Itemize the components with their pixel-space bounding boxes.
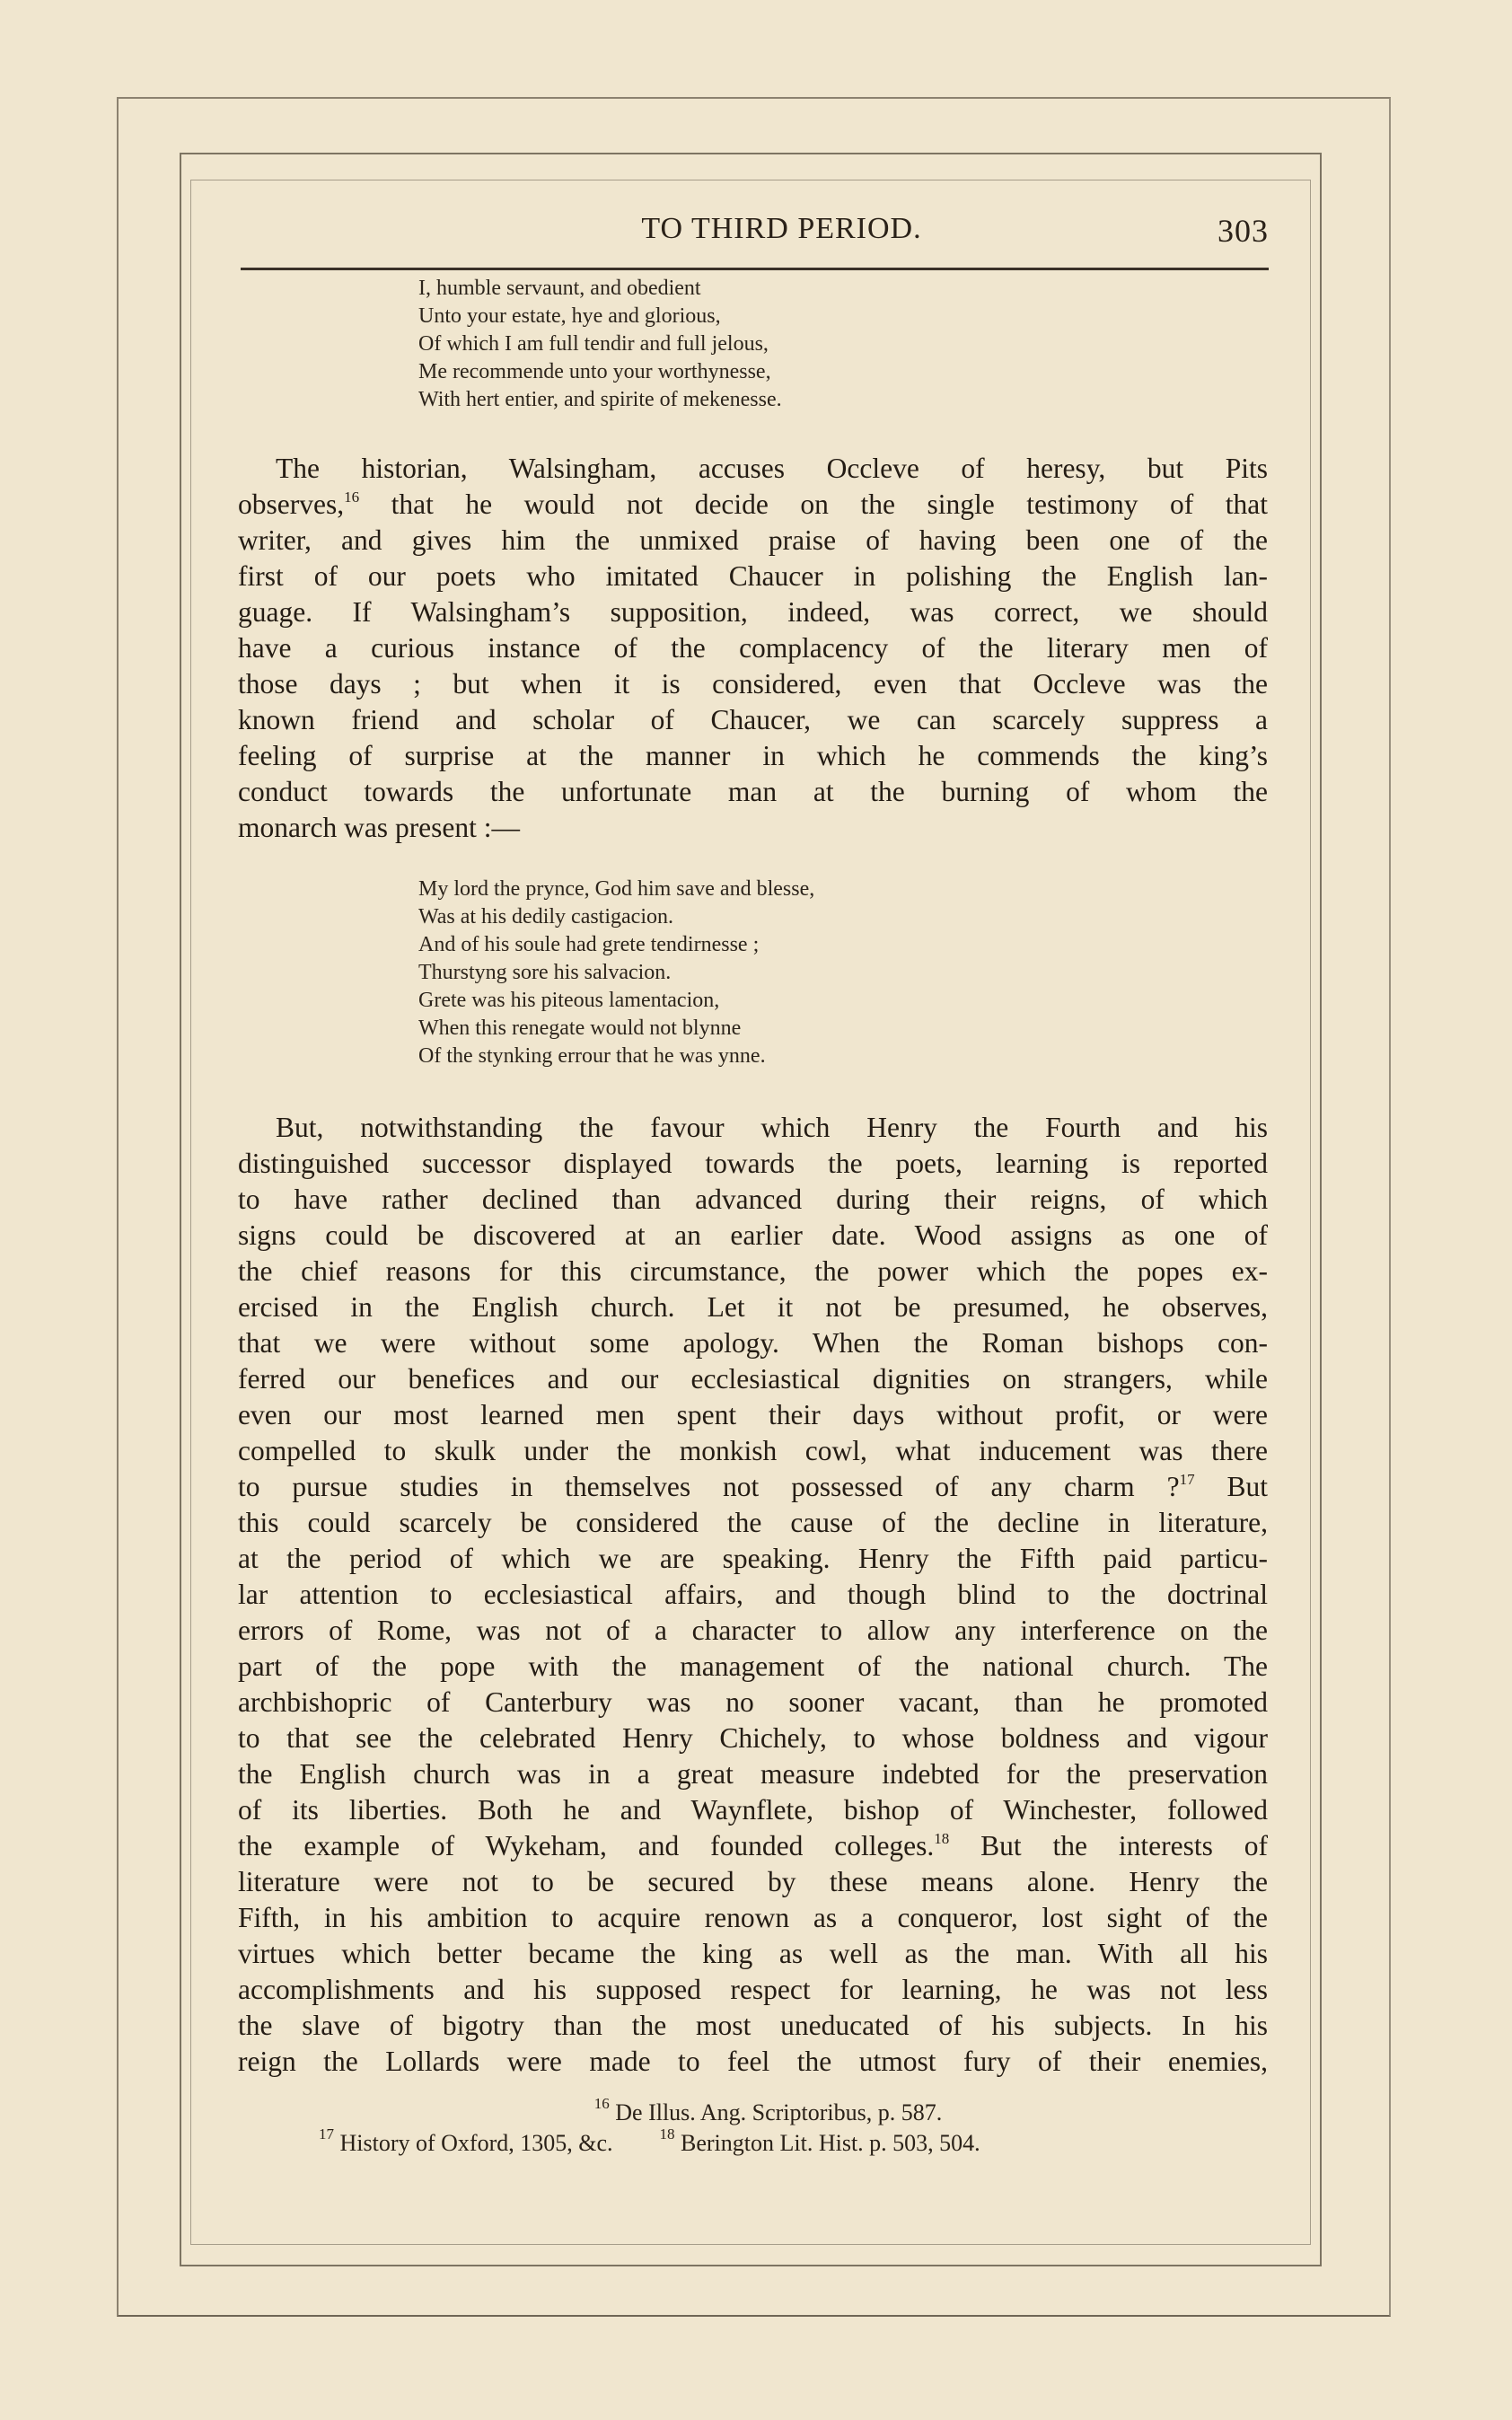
text-fragment: But [1226, 1471, 1268, 1502]
verse-line: Of the stynking errour that he was ynne. [418, 1044, 766, 1068]
footnote-16 [241, 2095, 1269, 2128]
text-fragment: But the interests of [980, 1830, 1268, 1861]
text-line: ercised in the English church. Let it not be presumed, he observes, [238, 1291, 1268, 1323]
text-line: guage. If Walsingham’s supposition, indeed, was correct, we should [238, 596, 1268, 628]
text-line: the English church was in a great measure indebted for the preservation [238, 1758, 1268, 1790]
text-line: this could scarcely be considered the cause of the decline in literature, [238, 1507, 1268, 1538]
page-number: 303 [1218, 213, 1269, 249]
verse-quotation-2 [418, 876, 814, 1070]
verse-line: I, humble servaunt, and obedient [418, 277, 701, 300]
text-line: But, notwithstanding the favour which Henry the Fourth and his [276, 1112, 1268, 1143]
text-fragment: observes, [238, 488, 345, 520]
text-line: first of our poets who imitated Chaucer in polishing the English lan- [238, 560, 1268, 592]
text-line: writer, and gives him the unmixed praise of having been one of the [238, 524, 1268, 556]
text-line: literature were not to be secured by these means alone. Henry the [238, 1866, 1268, 1897]
footnote-mark: 16 [593, 2095, 610, 2112]
verse-line: And of his soule had grete tendirnesse ; [418, 933, 760, 956]
text-line: monarch was present :— [238, 812, 521, 843]
verse-line: Of which I am full tendir and full jelous, [418, 332, 769, 356]
text-line: to have rather declined than advanced during their reigns, of which [238, 1184, 1268, 1215]
text-line [238, 1828, 1268, 1864]
text-line: The historian, Walsingham, accuses Occleve of heresy, but Pits [276, 453, 1268, 484]
note-ref-16: 16 [344, 488, 360, 506]
verse-quotation-1 [418, 275, 782, 414]
footnotes-17-18 [319, 2125, 1127, 2159]
text-line: Fifth, in his ambition to acquire renown as a conqueror, lost sight of the [238, 1902, 1268, 1933]
text-line: virtues which better became the king as well as the man. With all his [238, 1938, 1268, 1969]
text-line: distinguished successor displayed towards the poets, learning is reported [238, 1148, 1268, 1179]
verse-line: Thurstyng sore his salvacion. [418, 961, 672, 984]
note-ref-18: 18 [934, 1830, 950, 1847]
text-line: reign the Lollards were made to feel the utmost fury of their enemies, [238, 2046, 1268, 2077]
footnote-mark: 17 [319, 2125, 334, 2143]
text-line: ferred our benefices and our ecclesiastical dignities on strangers, while [238, 1363, 1268, 1395]
text-line [238, 487, 1268, 523]
text-fragment: to pursue studies in themselves not possessed of any charm ? [238, 1471, 1180, 1502]
footnote-text: History of Oxford, 1305, &c. [339, 2130, 613, 2156]
text-line: signs could be discovered at an earlier date. Wood assigns as one of [238, 1219, 1268, 1251]
text-line: part of the pope with the management of the national church. The [238, 1650, 1268, 1682]
footnote-mark: 18 [659, 2125, 675, 2143]
text-line: known friend and scholar of Chaucer, we can scarcely suppress a [238, 704, 1268, 735]
text-line: compelled to skulk under the monkish cowl, what inducement was there [238, 1435, 1268, 1466]
footnote-text: Berington Lit. Hist. p. 503, 504. [681, 2130, 980, 2156]
text-line: accomplishments and his supposed respect for learning, he was not less [238, 1974, 1268, 2005]
verse-line: With hert entier, and spirite of mekenesse. [418, 388, 782, 411]
text-fragment: the example of Wykeham, and founded colleges. [238, 1830, 935, 1861]
header-rule [241, 268, 1269, 270]
running-title: TO THIRD PERIOD. [641, 212, 922, 245]
text-line: the slave of bigotry than the most uneducated of his subjects. In his [238, 2010, 1268, 2041]
text-line: conduct towards the unfortunate man at the burning of whom the [238, 776, 1268, 807]
paragraph-learning-decline [238, 1110, 1268, 2080]
text-line: to that see the celebrated Henry Chichely, to whose boldness and vigour [238, 1722, 1268, 1754]
footnote-text: De Illus. Ang. Scriptoribus, p. 587. [615, 2099, 943, 2125]
verse-line: When this renegate would not blynne [418, 1016, 742, 1040]
text-line: archbishopric of Canterbury was no sooner vacant, than he promoted [238, 1686, 1268, 1718]
verse-line: My lord the prynce, God him save and blesse, [418, 877, 815, 901]
text-line: errors of Rome, was not of a character to allow any interference on the [238, 1615, 1268, 1646]
verse-line: Me recommende unto your worthynesse, [418, 360, 771, 383]
text-line: those days ; but when it is considered, even that Occleve was the [238, 668, 1268, 700]
verse-line: Grete was his piteous lamentacion, [418, 989, 720, 1012]
footnote-18 [659, 2125, 980, 2159]
footnote-17 [319, 2125, 613, 2156]
text-line: even our most learned men spent their days without profit, or were [238, 1399, 1268, 1430]
text-line: that we were without some apology. When the Roman bishops con- [238, 1327, 1268, 1359]
text-line [238, 1469, 1268, 1505]
note-ref-17: 17 [1179, 1471, 1195, 1488]
text-line: the chief reasons for this circumstance, the power which the popes ex- [238, 1255, 1268, 1287]
verse-line: Unto your estate, hye and glorious, [418, 304, 721, 328]
running-head [241, 212, 1269, 251]
text-line: feeling of surprise at the manner in which he commends the king’s [238, 740, 1268, 771]
text-line: of its liberties. Both he and Waynflete, bishop of Winchester, followed [238, 1794, 1268, 1826]
text-line: at the period of which we are speaking. Henry the Fifth paid particu- [238, 1543, 1268, 1574]
text-line: lar attention to ecclesiastical affairs, and though blind to the doctrinal [238, 1579, 1268, 1610]
text-fragment: that he would not decide on the single testimony of that [391, 488, 1268, 520]
verse-line: Was at his dedily castigacion. [418, 905, 673, 928]
paragraph-walsingham [238, 451, 1268, 846]
text-line: have a curious instance of the complacency of the literary men of [238, 632, 1268, 664]
